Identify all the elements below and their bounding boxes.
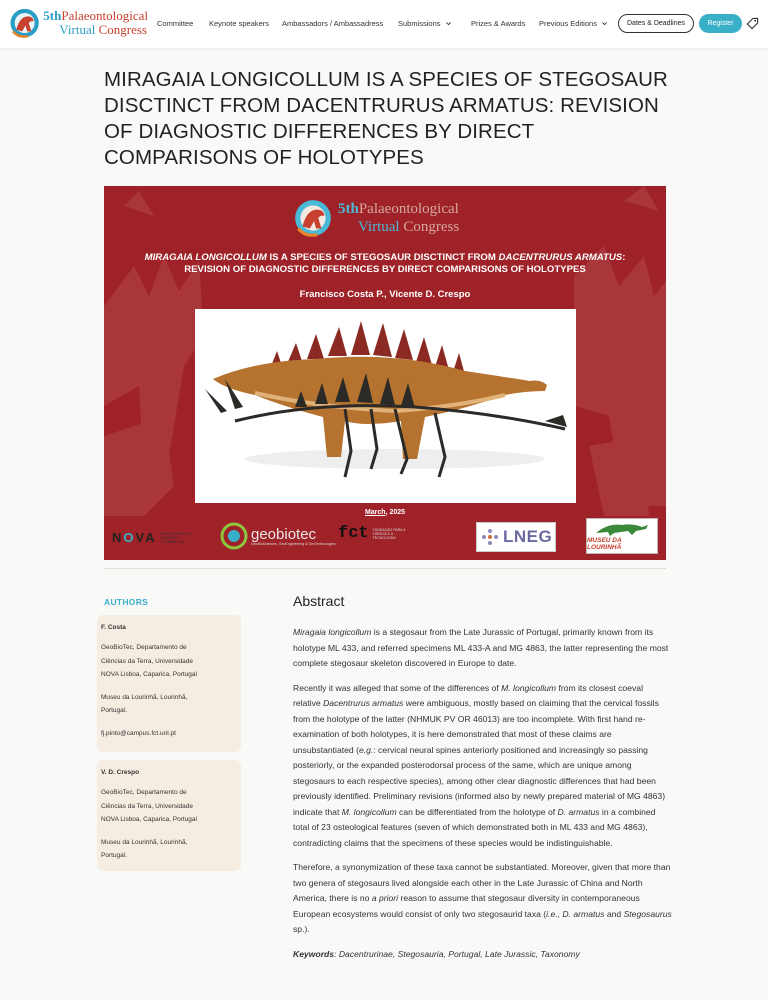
abstract-text: reason to assume that stegosaur diversity in contemporaneous European ecosystems would consist of only two stegosaurid taxa ( xyxy=(293,893,640,919)
poster-brand-edition: 5th xyxy=(338,201,359,217)
museu-lourinha-logo xyxy=(586,518,658,554)
lneg-name: LNEG xyxy=(503,527,553,546)
abstract-paragraph xyxy=(293,625,673,672)
brand-line2b: Congress xyxy=(98,22,147,37)
italic-term: Miragaia longicollum xyxy=(293,627,372,637)
dots-icon xyxy=(481,528,499,546)
author-affiliation-line: NOVA Lisboa, Caparica, Portugal xyxy=(101,816,197,823)
fct-name: fct xyxy=(338,524,369,543)
author-affiliation-line: Ciências da Terra, Universidade xyxy=(101,657,194,665)
italic-term: a priori xyxy=(371,893,399,903)
poster-title-line2: REVISION OF DIAGNOSTIC DIFFERENCES BY DIRECT COMPARISONS OF HOLOTYPES xyxy=(184,264,586,275)
poster-title-species2: DACENTRURUS ARMATUS xyxy=(498,252,623,263)
author-affiliation-line: Museu da Lourinhã, Lourinhã, xyxy=(101,693,188,701)
poster-title xyxy=(114,252,656,276)
nova-n: N xyxy=(112,530,124,545)
nav-submissions[interactable] xyxy=(398,19,452,28)
abstract-heading: Abstract xyxy=(293,593,345,609)
dinosaur-icon xyxy=(592,519,652,537)
page-title: MIRAGAIA LONGICOLLUM IS A SPECIES OF STEGOSAUR DISCTINCT FROM DACENTRURUS ARMATUS: REVISION OF DIAGNOSTIC DIFFERENCES BY DIRECT COMPARISONS OF HOLOTYPES xyxy=(104,68,668,169)
abstract-text: Therefore, a synonymization of these taxa cannot be substantiated. Moreover, given that more than two genera of stegosaurs lived alongside each other in the Late Jurassic of China and North America, there is no xyxy=(293,862,671,903)
author-name: V. D. Crespo xyxy=(101,769,140,776)
nav-ambassadors[interactable]: Ambassadors / Ambassadress xyxy=(282,19,384,28)
congress-logo[interactable] xyxy=(8,5,148,41)
abstract-paragraph xyxy=(293,860,673,938)
museu-name: MUSEU DA LOURINHÃ xyxy=(587,537,622,551)
nav-submissions-label: Submissions xyxy=(398,19,441,28)
keywords xyxy=(293,947,673,963)
abstract-paragraph xyxy=(293,681,673,852)
author-name: F. Costa xyxy=(101,624,126,631)
abstract-text: were ambiguous, mostly based on claiming that the cervical fossils from the holotype of the latter (NHMUK PV OR 46013) are too incomplete. With first hand re-examination of both holotypes, it is here demonstrated that most of these claims are unsubstantiated ( xyxy=(293,698,659,755)
stegosaur-reconstruction-image xyxy=(195,309,576,503)
brand-edition: 5th xyxy=(43,8,62,23)
poster-brand-line2b: Congress xyxy=(403,219,460,235)
sponsor-logos xyxy=(104,516,666,556)
geobiotec-name: geobiotec xyxy=(251,525,317,543)
keywords-list: : Dacentrurinae, Stegosauria, Portugal, Late Jurassic, Taxonomy xyxy=(334,948,580,959)
nav-keynote-speakers[interactable]: Keynote speakers xyxy=(209,19,270,28)
italic-term: M. longicollum xyxy=(501,682,557,693)
nova-sub: NOVA SCHOOL OF SCIENCE & TECHNOLOGY xyxy=(160,531,192,544)
nova-o: O xyxy=(123,530,136,545)
stegosaur-illustration xyxy=(195,309,576,503)
geobiotec-sub: GeoBioSciences, GeoEngineering & GeoTechnologies xyxy=(251,541,336,546)
abstract-body xyxy=(293,625,673,971)
abstract-text: can be differentiated from the holotype of xyxy=(396,806,558,817)
chevron-down-icon xyxy=(445,20,452,27)
author-affiliation-line: GeoBioTec, Departamento de xyxy=(101,644,187,651)
keywords-label: Keywords xyxy=(293,948,335,959)
poster-date xyxy=(104,509,666,516)
abstract-text: in a combined total of 23 osteological features (seven of which demonstrated both in ML 433 and MG 4863), contradicting claims that the specimens of these species would be indistinguishable. xyxy=(293,806,656,848)
poster-title-species1: MIRAGAIA LONGICOLLUM xyxy=(144,252,267,263)
nova-va: VA xyxy=(135,530,157,545)
author-affiliation-line: Museu da Lourinhã, Lourinhã, xyxy=(101,838,188,846)
tag-icon[interactable] xyxy=(746,17,759,30)
italic-term: Dacentrurus armatus xyxy=(323,698,404,708)
dinosaur-logo-icon xyxy=(8,6,41,40)
brand-line1: Palaeontological xyxy=(61,8,148,23)
abstract-text: and xyxy=(604,908,624,919)
poster-title-colon: : xyxy=(622,252,626,263)
nav-previous-editions-label: Previous Editions xyxy=(539,19,597,28)
poster-brand-line1: Palaeontological xyxy=(358,201,459,217)
author-affiliation-line: Ciências da Terra, Universidade xyxy=(101,802,194,810)
poster-image xyxy=(104,186,666,560)
italic-term: e.g. xyxy=(358,744,374,755)
abstract-text: : cervical neural spines anteriorly positioned and increasingly so passing posteriorly, or the expanded posterodorsal process of the same, which are unique among stegosaurs to each respective species), among other clear diagnostic differences that had been previously identified. Preliminary revisions (informed also by newly prepared material of MG 4863) indicate that xyxy=(293,744,666,817)
poster-congress-logo xyxy=(292,194,492,242)
nav-previous-editions[interactable] xyxy=(539,19,608,28)
authors-heading: AUTHORS xyxy=(104,597,149,607)
author-affiliation-line: GeoBioTec, Departamento de xyxy=(101,789,187,796)
italic-term: i.e., D. armatus xyxy=(546,908,605,919)
geobiotec-logo xyxy=(220,522,335,550)
italic-term: D. armatus xyxy=(557,806,600,817)
poster-title-text1: IS A SPECIES OF STEGOSAUR DISCTINCT FROM xyxy=(266,252,499,263)
section-divider xyxy=(104,568,666,569)
poster-authors: Francisco Costa P., Vicente D. Crespo xyxy=(299,289,471,300)
author-affiliation-line: NOVA Lisboa, Caparica, Portugal xyxy=(101,671,197,678)
dates-deadlines-button[interactable]: Dates & Deadlines xyxy=(618,14,694,33)
author-card xyxy=(97,760,241,871)
abstract-text: is a stegosaur from the Late Jurassic of Portugal, primarily known from its holotype ML 433, and referred specimens ML 433-A and MG 4863, the latter representing the most complete stegosaur skeleton discovered in Europe to date. xyxy=(293,627,669,668)
fct-logo xyxy=(338,524,417,543)
chevron-down-icon xyxy=(601,20,608,27)
author-affiliation-line: Portugal. xyxy=(101,707,128,714)
nav-prizes-awards[interactable]: Prizes & Awards xyxy=(471,19,526,28)
abstract-text: sp.). xyxy=(293,924,310,934)
poster-brand-line2a: Virtual xyxy=(358,219,400,235)
lneg-logo xyxy=(476,522,556,552)
top-navbar xyxy=(0,0,768,48)
abstract-text: from its closest coeval relative xyxy=(293,682,643,708)
poster-date-year: , 2025 xyxy=(385,509,406,516)
italic-term: Stegosaurus xyxy=(623,908,672,919)
author-card xyxy=(97,615,241,752)
fct-sub: FUNDAÇÃO PARA A CIÊNCIA E A TECNOLOGIA xyxy=(372,527,406,540)
author-email[interactable]: fj.pinto@campus.fct.unl.pt xyxy=(101,729,176,737)
abstract-text: Recently it was alleged that some of the differences of xyxy=(293,682,502,693)
dinosaur-logo-icon xyxy=(292,197,334,239)
nav-committee[interactable]: Committee xyxy=(157,19,194,28)
globe-icon xyxy=(220,522,248,550)
nova-logo xyxy=(112,530,197,545)
brand-line2a: Virtual xyxy=(59,22,96,37)
poster-date-month: March xyxy=(364,509,386,516)
author-affiliation-line: Portugal. xyxy=(101,852,128,859)
italic-term: M. longicollum xyxy=(341,806,397,817)
register-button[interactable]: Register xyxy=(699,14,742,33)
